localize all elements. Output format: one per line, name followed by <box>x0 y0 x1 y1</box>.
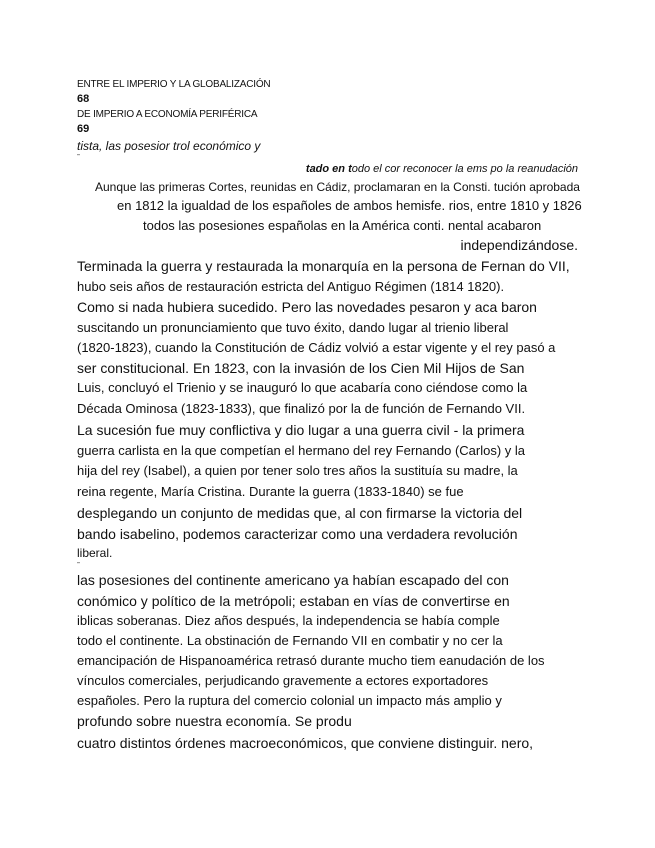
page-number: 68 <box>77 93 90 105</box>
text-line: hija del rey (Isabel), a quien por tener solo tres años la sustituía su madre, la <box>77 463 518 478</box>
text-line: desplegando un conjunto de medidas que, al con firmarse la victoria del <box>77 505 523 521</box>
text-line: en 1812 la igualdad de los españoles de ambos hemisfe. rios, entre 1810 y 1826 <box>117 198 582 213</box>
running-title: DE IMPERIO A ECONOMÍA PERIFÉRICA <box>77 109 258 120</box>
text-line: todos las posesiones españolas en la América conti. nental acabaron <box>143 218 542 233</box>
running-title: ENTRE EL IMPERIO Y LA GLOBALIZACIÓN <box>77 79 271 90</box>
text-line: independizándose. <box>460 237 578 253</box>
text-line: profundo sobre nuestra economía. Se produ <box>77 713 352 729</box>
text-line: liberal. <box>77 546 113 560</box>
text-line: suscitando un pronunciamiento que tuvo éxito, dando lugar al trienio liberal <box>77 320 509 335</box>
stray-mark: '" <box>77 562 80 568</box>
text-line: cuatro distintos órdenes macroeconómicos, que conviene distinguir. nero, <box>77 735 534 751</box>
text-line: emancipación de Hispanoamérica retrasó durante mucho tiem eanudación de los <box>77 653 545 668</box>
text-line: españoles. Pero la ruptura del comercio colonial un impacto más amplio y <box>77 693 502 708</box>
text-line: bando isabelino, podemos caracterizar como una verdadera revolución <box>77 526 518 542</box>
text-line: vínculos comerciales, perjudicando gravemente a ectores exportadores <box>77 673 489 688</box>
stray-mark: '" <box>77 154 80 160</box>
fragment-line: tista, las posesior trol económico y <box>77 139 261 153</box>
italic-fragment-bold: tado en t <box>305 163 352 175</box>
text-line: todo el continente. La obstinación de Fernando VII en combatir y no cer la <box>77 633 503 648</box>
italic-fragment <box>77 164 578 175</box>
text-line: iblicas soberanas. Diez años después, la independencia se había comple <box>77 613 500 628</box>
text-line: conómico y político de la metrópoli; estaban en vías de convertirse en <box>77 593 510 609</box>
text-line: las posesiones del continente americano ya habían escapado del con <box>77 572 509 588</box>
text-line: hubo seis años de restauración estricta del Antiguo Régimen (1814 1820). <box>77 279 505 294</box>
text-line: ser constitucional. En 1823, con la invasión de los Cien Mil Hijos de San <box>77 360 525 376</box>
text-line: reina regente, María Cristina. Durante la guerra (1833-1840) se fue <box>77 484 464 499</box>
text-line: (1820-1823), cuando la Constitución de Cádiz volvió a estar vigente y el rey pasó a <box>77 340 556 355</box>
text-line: Aunque las primeras Cortes, reunidas en Cádiz, proclamaran en la Consti. tución aprobada <box>95 180 580 194</box>
text-line: La sucesión fue muy conflictiva y dio lugar a una guerra civil - la primera <box>77 422 525 438</box>
text-line: Década Ominosa (1823-1833), que finalizó por la de función de Fernando VII. <box>77 401 526 416</box>
italic-fragment-rest: odo el cor reconocer la ems po la reanudación <box>351 163 578 175</box>
text-line: Luis, concluyó el Trienio y se inauguró lo que acabaría cono ciéndose como la <box>77 380 528 395</box>
text-line: Como si nada hubiera sucedido. Pero las novedades pesaron y aca baron <box>77 299 537 315</box>
text-line: Terminada la guerra y restaurada la monarquía en la persona de Fernan do VII, <box>77 258 570 274</box>
page-number: 69 <box>77 123 90 135</box>
text-line: guerra carlista en la que competían el hermano del rey Fernando (Carlos) y la <box>77 443 526 458</box>
